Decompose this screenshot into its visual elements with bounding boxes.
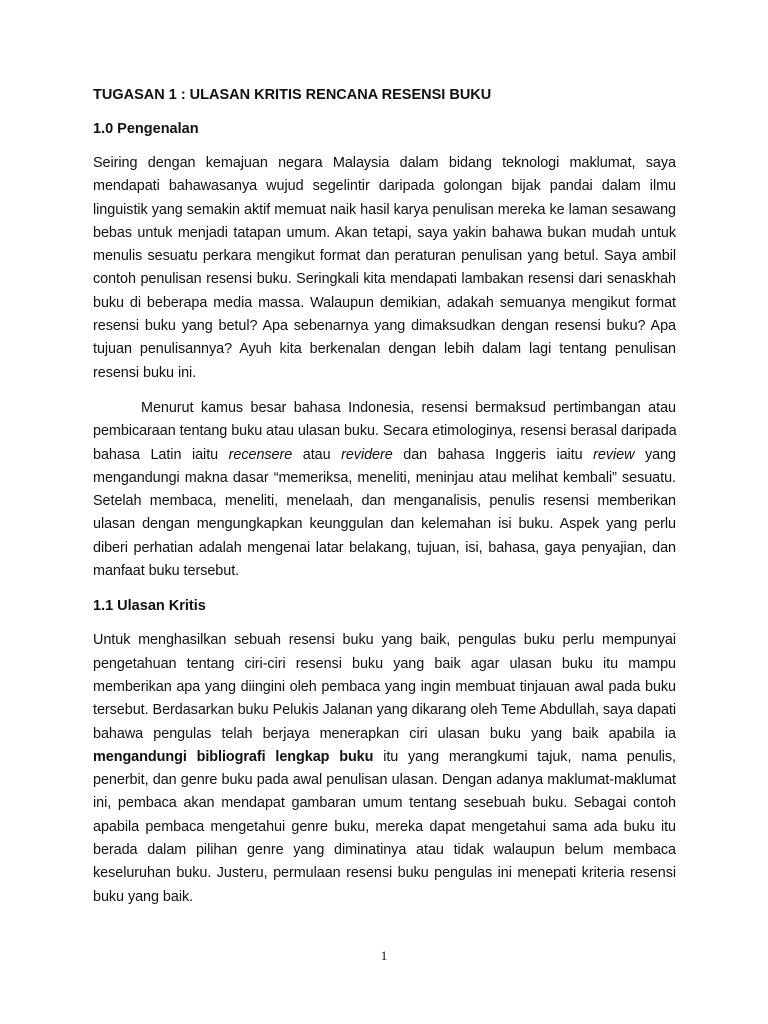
text-run: dan bahasa Inggeris iaitu xyxy=(392,446,594,463)
text-run: atau xyxy=(292,446,342,463)
text-line: resensi buku ini. xyxy=(93,364,197,381)
text-line: memberikan apa yang diingini oleh pembaca yang ingin membuat tinjauan awal pada buku xyxy=(93,678,676,695)
text-line: tersebut. Berdasarkan buku Pelukis Jalanan yang dikarang oleh Teme Abdullah, saya dapati xyxy=(93,702,676,719)
text-line xyxy=(93,746,676,769)
english-term-review: review xyxy=(593,446,635,463)
latin-term-recensere: recensere xyxy=(228,446,293,463)
text-line: pembicaraan tentang buku atau ulasan buku. Secara etimologinya, resensi berasal daripada xyxy=(93,423,677,440)
text-line: Menurut kamus besar bahasa Indonesia, resensi bermaksud pertimbangan atau xyxy=(141,399,676,416)
text-line: contoh penulisan resensi buku. Seringkali kita mendapati lambakan resensi dari senaskhah xyxy=(93,271,676,288)
text-line: diberi perhatian adalah mengenai latar belakang, tujuan, isi, bahasa, gaya penyajian, dan xyxy=(93,539,676,556)
paragraph-critical-review xyxy=(93,629,676,909)
document-page xyxy=(93,84,676,921)
latin-term-revidere: revidere xyxy=(341,446,393,463)
paragraph-intro xyxy=(93,152,676,385)
section-heading-pengenalan: 1.0 Pengenalan xyxy=(93,121,199,137)
page-number: 1 xyxy=(380,948,388,963)
paragraph-definition xyxy=(93,397,676,583)
text-line: berada dalam pilihan genre yang diminatinya atau tidak walaupun belum membaca xyxy=(93,842,676,859)
text-line: apabila pembaca mengetahui genre buku, mereka dapat mengetahui sama ada buku itu xyxy=(93,818,676,835)
text-line: menulis sesuatu perkara mengikut format dan peraturan penulisan yang betul. Saya ambil xyxy=(93,248,676,265)
text-line: tujuan penulisannya? Ayuh kita berkenalan dengan lebih dalam lagi tentang penulisan xyxy=(93,341,676,358)
text-line: resensi buku yang betul? Apa sebenarnya yang dimaksudkan dengan resensi buku? Apa xyxy=(93,318,676,335)
bold-phrase-bibliography: mengandungi bibliografi lengkap buku xyxy=(93,748,374,765)
text-line: pengetahuan tentang ciri-ciri resensi buku yang baik agar ulasan buku itu mampu xyxy=(93,655,676,672)
text-line: Setelah membaca, meneliti, menelaah, dan menganalisis, penulis resensi memberikan xyxy=(93,493,676,510)
text-line: bebas untuk menjadi tatapan umum. Akan tetapi, saya yakin bahawa bukan mudah untuk xyxy=(93,224,676,241)
text-line: buku yang baik. xyxy=(93,888,194,905)
text-line: mendapati bahawasanya wujud segelintir daripada golongan bijak pandai dalam ilmu xyxy=(93,178,676,195)
text-line: Seiring dengan kemajuan negara Malaysia dalam bidang teknologi maklumat, saya xyxy=(93,155,676,171)
text-line: bahawa pengulas telah berjaya menerapkan ciri ulasan buku yang baik apabila ia xyxy=(93,725,676,742)
text-line: penerbit, dan genre buku pada awal penulisan ulasan. Dengan adanya maklumat-maklumat xyxy=(93,772,676,789)
text-line xyxy=(93,444,676,467)
text-run: yang xyxy=(634,446,676,463)
text-line: ini, pembaca akan mendapat gambaran umum tentang sesebuah buku. Sebagai contoh xyxy=(93,795,676,812)
section-heading-ulasan-kritis: 1.1 Ulasan Kritis xyxy=(93,598,206,615)
text-line: keseluruhan buku. Justeru, permulaan resensi buku pengulas ini menepati kriteria resensi xyxy=(93,865,676,882)
text-line: mengandungi makna dasar “memeriksa, meneliti, meninjau atau melihat kembali” sesuatu. xyxy=(93,469,676,486)
document-title: TUGASAN 1 : ULASAN KRITIS RENCANA RESENSI BUKU xyxy=(93,87,492,103)
text-line: buku di beberapa media massa. Walaupun demikian, adakah semuanya mengikut format xyxy=(93,294,676,311)
text-run: bahasa Latin iaitu xyxy=(93,446,229,463)
text-line: Untuk menghasilkan sebuah resensi buku yang baik, pengulas buku perlu mempunyai xyxy=(93,632,676,649)
text-line: manfaat buku tersebut. xyxy=(93,563,240,580)
text-line: linguistik yang semakin aktif memuat naik hasil karya penulisan mereka ke laman sesawang xyxy=(93,201,676,218)
text-run: itu yang merangkumi tajuk, nama penulis, xyxy=(373,748,676,765)
text-line: ulasan dengan mengungkapkan keunggulan dan kelemahan isi buku. Aspek yang perlu xyxy=(93,516,676,533)
